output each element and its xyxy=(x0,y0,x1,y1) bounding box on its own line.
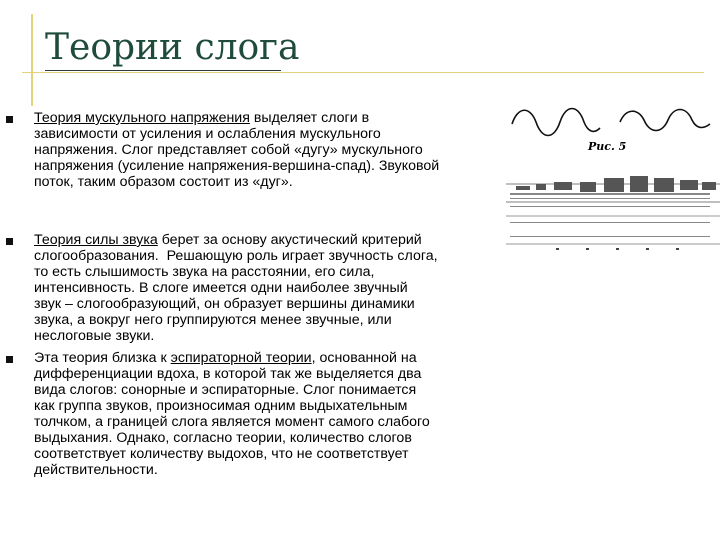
figure-caption: Рис. 5 xyxy=(588,140,627,153)
para-2-line-1: берет за основу акустический критерий xyxy=(157,232,422,248)
link-muscular-tension-theory[interactable]: Теория мускульного напряжения xyxy=(34,110,250,126)
para-3-line-6: выдыхания. Однако, согласно теории, количество слогов xyxy=(34,430,412,446)
para-3-line-3: вида слогов: сонорные и эспираторные. Слог понимается xyxy=(34,382,417,398)
para-3-line-8: действительности. xyxy=(34,462,158,478)
slide-title: Теории слога xyxy=(45,27,300,68)
para-3-line-2: дифференциации вдоха, в которой так же выделяется два xyxy=(34,366,422,382)
bullet-2 xyxy=(6,238,13,245)
para-1-line-2: зависимости от усиления и ослабления мускульного xyxy=(34,126,381,142)
decor-vertical-line xyxy=(31,14,33,106)
link-expiratory-theory[interactable]: эспираторной теории xyxy=(170,350,312,366)
para-3-line-5: толчком, а границей слога является момент самого слабого xyxy=(34,414,430,430)
decor-horizontal-line xyxy=(22,72,704,73)
bullet-1 xyxy=(6,116,13,123)
waveform-illustration xyxy=(496,98,720,268)
bullet-3 xyxy=(6,356,13,363)
para-2-line-4: интенсивность. В слоге имеется одни наиболее звучный xyxy=(34,280,408,296)
para-2-line-2: слогообразования. Решающую роль играет звучность слога, xyxy=(34,248,438,264)
paragraph-2 xyxy=(34,232,438,344)
para-2-line-5: звук – слогообразующий, он образует вершины динамики xyxy=(34,296,415,312)
para-2-line-7: неслоговые звуки. xyxy=(34,328,155,344)
para-1-line-3: напряжения. Слог представляет собой «дугу» мускульного xyxy=(34,142,423,158)
para-1-line-4: напряжения (усиление напряжения-вершина-спад). Звуковой xyxy=(34,158,440,174)
para-1-line-5: поток, таким образом состоит из «дуг». xyxy=(34,174,293,190)
paragraph-1 xyxy=(34,110,439,190)
para-3-line-7: соответствует количеству выдохов, что не соответствует xyxy=(34,446,409,462)
link-sound-strength-theory[interactable]: Теория силы звука xyxy=(34,232,158,248)
para-3-prefix: Эта теория близка к xyxy=(34,350,171,366)
para-3-line-1: , основанной на xyxy=(311,350,417,366)
title-underline xyxy=(45,70,281,71)
waveform-figure xyxy=(496,98,720,268)
paragraph-3 xyxy=(34,350,430,478)
para-2-line-6: звука, а вокруг него группируются менее звучные, или xyxy=(34,312,392,328)
para-1-line-1: выделяет слоги в xyxy=(249,110,370,126)
para-2-line-3: то есть слышимость звука на расстоянии, его сила, xyxy=(34,264,375,280)
para-3-line-4: как группа звуков, произносимая одним выдыхательным xyxy=(34,398,408,414)
